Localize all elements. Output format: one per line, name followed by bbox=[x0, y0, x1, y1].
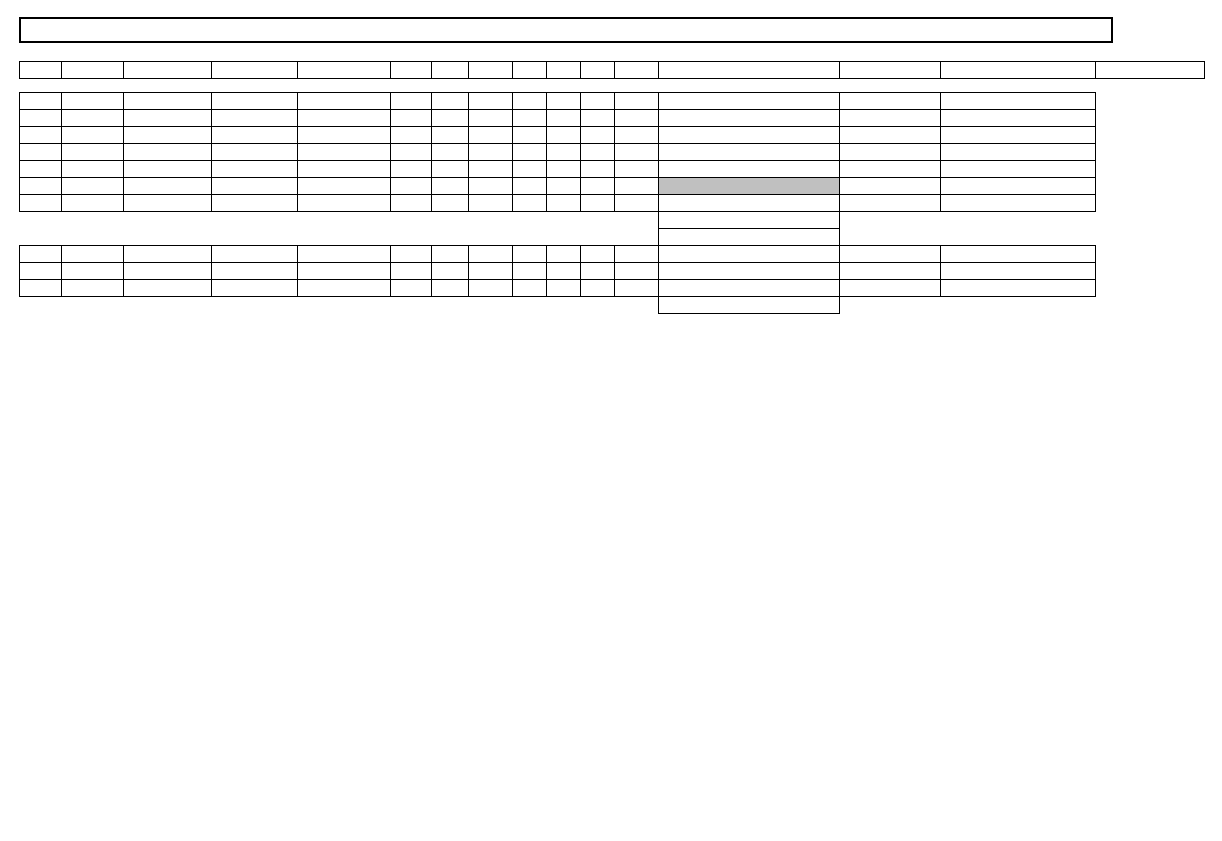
cell-wing bbox=[124, 194, 212, 211]
cell-co bbox=[941, 177, 1096, 194]
cell-losses bbox=[469, 143, 513, 160]
cell-co bbox=[941, 92, 1096, 109]
cell-group bbox=[212, 109, 298, 126]
table-row bbox=[20, 126, 1205, 143]
cell-away bbox=[1096, 109, 1205, 126]
column-number bbox=[1096, 47, 1205, 61]
cell-bomb bbox=[432, 126, 469, 143]
target-label bbox=[659, 296, 840, 313]
cell-kia_uk bbox=[581, 194, 615, 211]
cell-bomb bbox=[432, 194, 469, 211]
column-number bbox=[62, 47, 124, 61]
cell-group bbox=[212, 262, 298, 279]
empty-cell bbox=[298, 211, 391, 228]
cell-base bbox=[840, 143, 941, 160]
cell-squad bbox=[298, 194, 391, 211]
cell-nick bbox=[659, 194, 840, 211]
empty-cell bbox=[20, 296, 62, 313]
empty-cell bbox=[212, 78, 298, 92]
cell-away bbox=[1096, 143, 1205, 160]
cell-div bbox=[62, 262, 124, 279]
cell-inj bbox=[547, 92, 581, 109]
column-number bbox=[581, 47, 615, 61]
cell-effec bbox=[391, 177, 432, 194]
cell-wing bbox=[124, 126, 212, 143]
table-row bbox=[20, 92, 1205, 109]
cell-kia_uk bbox=[581, 262, 615, 279]
column-header bbox=[391, 61, 432, 78]
note-text bbox=[212, 296, 659, 313]
note-row bbox=[20, 211, 1205, 228]
cell-ac bbox=[20, 143, 62, 160]
cell-wing bbox=[124, 92, 212, 109]
cell-away bbox=[1096, 194, 1205, 211]
cell-inj_uk bbox=[615, 245, 659, 262]
cell-base bbox=[840, 262, 941, 279]
empty-cell bbox=[1096, 228, 1205, 245]
cell-inj bbox=[547, 109, 581, 126]
cell-ac bbox=[20, 109, 62, 126]
cell-kia bbox=[513, 143, 547, 160]
cell-inj bbox=[547, 262, 581, 279]
cell-inj bbox=[547, 160, 581, 177]
cell-base bbox=[840, 160, 941, 177]
cell-bomb bbox=[432, 160, 469, 177]
cell-ac bbox=[20, 92, 62, 109]
cell-bomb bbox=[432, 279, 469, 296]
cell-bomb bbox=[432, 177, 469, 194]
cell-div bbox=[62, 92, 124, 109]
column-number bbox=[941, 47, 1096, 61]
table-row bbox=[20, 160, 1205, 177]
cell-ac bbox=[20, 262, 62, 279]
cell-away bbox=[1096, 279, 1205, 296]
table-row bbox=[20, 245, 1205, 262]
cell-group bbox=[212, 126, 298, 143]
cell-losses bbox=[469, 279, 513, 296]
cell-kia bbox=[513, 126, 547, 143]
cell-co bbox=[941, 109, 1096, 126]
cell-wing bbox=[124, 262, 212, 279]
cell-kia_uk bbox=[581, 177, 615, 194]
empty-cell bbox=[941, 78, 1096, 92]
cell-squad bbox=[298, 177, 391, 194]
cell-away bbox=[1096, 126, 1205, 143]
column-header bbox=[20, 61, 62, 78]
cell-base bbox=[840, 245, 941, 262]
cell-losses bbox=[469, 245, 513, 262]
subheader-france bbox=[513, 78, 581, 92]
column-number bbox=[513, 47, 547, 61]
empty-cell bbox=[941, 228, 1096, 245]
cell-inj bbox=[547, 177, 581, 194]
cell-away bbox=[1096, 245, 1205, 262]
cell-group bbox=[212, 245, 298, 262]
cell-co bbox=[941, 160, 1096, 177]
empty-cell bbox=[124, 78, 212, 92]
cell-kia bbox=[513, 177, 547, 194]
cell-base bbox=[840, 194, 941, 211]
column-header bbox=[124, 61, 212, 78]
empty-cell bbox=[1096, 296, 1205, 313]
cell-effec bbox=[391, 194, 432, 211]
flak-note bbox=[212, 228, 659, 245]
cell-ac bbox=[20, 279, 62, 296]
empty-cell bbox=[62, 228, 124, 245]
cell-nick bbox=[659, 160, 840, 177]
cell-bomb bbox=[432, 262, 469, 279]
cell-away bbox=[1096, 92, 1205, 109]
empty-cell bbox=[840, 78, 941, 92]
empty-cell bbox=[840, 296, 941, 313]
cell-wing bbox=[124, 160, 212, 177]
column-header bbox=[581, 61, 615, 78]
cell-div bbox=[62, 126, 124, 143]
empty-cell bbox=[1096, 211, 1205, 228]
cell-inj_uk bbox=[615, 194, 659, 211]
empty-cell bbox=[840, 211, 941, 228]
target-secondary bbox=[659, 228, 840, 245]
cell-bomb bbox=[432, 109, 469, 126]
cell-inj_uk bbox=[615, 160, 659, 177]
cell-nick bbox=[659, 177, 840, 194]
cell-inj_uk bbox=[615, 126, 659, 143]
cell-div bbox=[62, 109, 124, 126]
cell-co bbox=[941, 143, 1096, 160]
empty-cell bbox=[124, 313, 212, 330]
cell-ac bbox=[20, 245, 62, 262]
column-number bbox=[298, 47, 391, 61]
cell-kia_uk bbox=[581, 92, 615, 109]
cell-kia bbox=[513, 262, 547, 279]
empty-cell bbox=[20, 313, 62, 330]
cell-inj_uk bbox=[615, 92, 659, 109]
column-number bbox=[124, 47, 212, 61]
cell-inj_uk bbox=[615, 109, 659, 126]
subheader-ac bbox=[469, 78, 513, 92]
cell-bomb bbox=[432, 143, 469, 160]
cell-effec bbox=[391, 245, 432, 262]
cell-div bbox=[62, 194, 124, 211]
cell-losses bbox=[469, 92, 513, 109]
column-number bbox=[469, 47, 513, 61]
column-numbers bbox=[20, 47, 1205, 61]
cell-effec bbox=[391, 92, 432, 109]
cell-div bbox=[62, 143, 124, 160]
cell-nick bbox=[659, 279, 840, 296]
table-row bbox=[20, 262, 1205, 279]
column-number bbox=[615, 47, 659, 61]
empty-cell bbox=[840, 228, 941, 245]
cell-kia_uk bbox=[581, 279, 615, 296]
cell-co bbox=[941, 279, 1096, 296]
empty-cell bbox=[659, 313, 840, 330]
column-number bbox=[391, 47, 432, 61]
column-header bbox=[432, 61, 469, 78]
cell-kia bbox=[513, 92, 547, 109]
empty-cell bbox=[547, 211, 581, 228]
column-header bbox=[840, 61, 941, 78]
cell-losses bbox=[469, 262, 513, 279]
column-header bbox=[1096, 61, 1205, 78]
subheader-row bbox=[20, 78, 1205, 92]
cell-away bbox=[1096, 160, 1205, 177]
cell-kia_uk bbox=[581, 143, 615, 160]
cell-squad bbox=[298, 109, 391, 126]
column-number bbox=[840, 47, 941, 61]
column-number bbox=[659, 47, 840, 61]
note-row bbox=[20, 296, 1205, 313]
cell-base bbox=[840, 92, 941, 109]
cell-squad bbox=[298, 279, 391, 296]
cell-losses bbox=[469, 109, 513, 126]
cell-group bbox=[212, 160, 298, 177]
column-header bbox=[615, 61, 659, 78]
cell-kia_uk bbox=[581, 245, 615, 262]
cell-effec bbox=[391, 143, 432, 160]
column-number bbox=[212, 47, 298, 61]
note-text bbox=[212, 313, 659, 330]
cell-inj_uk bbox=[615, 143, 659, 160]
column-header bbox=[941, 61, 1096, 78]
cell-kia bbox=[513, 245, 547, 262]
cell-bomb bbox=[432, 245, 469, 262]
page-title bbox=[19, 17, 1113, 43]
subheader-uk bbox=[581, 78, 615, 92]
column-header bbox=[298, 61, 391, 78]
table-row bbox=[20, 109, 1205, 126]
cell-ac bbox=[20, 126, 62, 143]
empty-cell bbox=[941, 296, 1096, 313]
cell-group bbox=[212, 194, 298, 211]
cell-inj bbox=[547, 245, 581, 262]
target-primary bbox=[659, 211, 840, 228]
column-header bbox=[659, 61, 840, 78]
column-number bbox=[20, 47, 62, 61]
cell-wing bbox=[124, 279, 212, 296]
cell-inj bbox=[547, 126, 581, 143]
cell-bomb bbox=[432, 92, 469, 109]
cell-squad bbox=[298, 126, 391, 143]
cell-wing bbox=[124, 177, 212, 194]
cell-kia bbox=[513, 279, 547, 296]
cell-group bbox=[212, 92, 298, 109]
cell-squad bbox=[298, 92, 391, 109]
header-row bbox=[20, 61, 1205, 78]
column-header bbox=[212, 61, 298, 78]
empty-cell bbox=[20, 211, 62, 228]
column-header bbox=[513, 61, 547, 78]
cell-squad bbox=[298, 160, 391, 177]
cell-nick bbox=[659, 92, 840, 109]
column-number bbox=[432, 47, 469, 61]
cell-wing bbox=[124, 109, 212, 126]
empty-cell bbox=[1096, 78, 1205, 92]
empty-cell bbox=[391, 211, 432, 228]
empty-cell bbox=[513, 211, 547, 228]
empty-cell bbox=[840, 313, 941, 330]
cell-nick bbox=[659, 126, 840, 143]
cell-ac bbox=[20, 194, 62, 211]
column-header bbox=[62, 61, 124, 78]
cell-squad bbox=[298, 143, 391, 160]
subheader-target bbox=[659, 78, 840, 92]
table-row bbox=[20, 279, 1205, 296]
cell-co bbox=[941, 194, 1096, 211]
empty-cell bbox=[941, 211, 1096, 228]
note-row bbox=[20, 313, 1205, 330]
empty-cell bbox=[212, 211, 298, 228]
cell-wing bbox=[124, 143, 212, 160]
cell-losses bbox=[469, 177, 513, 194]
cell-nick bbox=[659, 262, 840, 279]
cell-base bbox=[840, 279, 941, 296]
empty-cell bbox=[20, 78, 62, 92]
empty-cell bbox=[124, 228, 212, 245]
cell-effec bbox=[391, 160, 432, 177]
cell-squad bbox=[298, 245, 391, 262]
cell-base bbox=[840, 126, 941, 143]
cell-inj_uk bbox=[615, 279, 659, 296]
column-header bbox=[547, 61, 581, 78]
note-row bbox=[20, 228, 1205, 245]
empty-cell bbox=[124, 296, 212, 313]
cell-group bbox=[212, 177, 298, 194]
cell-kia bbox=[513, 160, 547, 177]
cell-div bbox=[62, 245, 124, 262]
empty-cell bbox=[615, 211, 659, 228]
cell-inj bbox=[547, 143, 581, 160]
cell-ac bbox=[20, 177, 62, 194]
empty-cell bbox=[124, 211, 212, 228]
empty-cell bbox=[941, 313, 1096, 330]
cell-kia_uk bbox=[581, 109, 615, 126]
cell-ac bbox=[20, 160, 62, 177]
empty-cell bbox=[1096, 313, 1205, 330]
cell-group bbox=[212, 279, 298, 296]
cell-losses bbox=[469, 194, 513, 211]
table-row bbox=[20, 177, 1205, 194]
cell-div bbox=[62, 279, 124, 296]
cell-co bbox=[941, 262, 1096, 279]
empty-cell bbox=[62, 296, 124, 313]
cell-away bbox=[1096, 177, 1205, 194]
cell-inj bbox=[547, 194, 581, 211]
subheader-ac bbox=[391, 78, 432, 92]
cell-kia bbox=[513, 194, 547, 211]
cell-away bbox=[1096, 262, 1205, 279]
cell-inj_uk bbox=[615, 177, 659, 194]
cell-co bbox=[941, 126, 1096, 143]
cell-div bbox=[62, 177, 124, 194]
cell-base bbox=[840, 109, 941, 126]
cell-kia_uk bbox=[581, 126, 615, 143]
cell-losses bbox=[469, 126, 513, 143]
column-number bbox=[547, 47, 581, 61]
empty-cell bbox=[62, 78, 124, 92]
empty-cell bbox=[62, 313, 124, 330]
cell-effec bbox=[391, 126, 432, 143]
cell-wing bbox=[124, 245, 212, 262]
table-row bbox=[20, 194, 1205, 211]
subheader-uk bbox=[615, 78, 659, 92]
cell-kia_uk bbox=[581, 160, 615, 177]
cell-nick bbox=[659, 143, 840, 160]
cell-losses bbox=[469, 160, 513, 177]
empty-cell bbox=[432, 211, 469, 228]
empty-cell bbox=[469, 211, 513, 228]
cell-base bbox=[840, 177, 941, 194]
cell-squad bbox=[298, 262, 391, 279]
cell-nick bbox=[659, 109, 840, 126]
cell-kia bbox=[513, 109, 547, 126]
empty-cell bbox=[298, 78, 391, 92]
empty-cell bbox=[62, 211, 124, 228]
cell-inj bbox=[547, 279, 581, 296]
cell-co bbox=[941, 245, 1096, 262]
column-header bbox=[469, 61, 513, 78]
empty-cell bbox=[581, 211, 615, 228]
cell-effec bbox=[391, 279, 432, 296]
cell-inj_uk bbox=[615, 262, 659, 279]
cell-group bbox=[212, 143, 298, 160]
cell-div bbox=[62, 160, 124, 177]
mission-table bbox=[19, 47, 1205, 330]
cell-nick bbox=[659, 245, 840, 262]
subheader-ac bbox=[432, 78, 469, 92]
empty-cell bbox=[20, 228, 62, 245]
cell-effec bbox=[391, 109, 432, 126]
cell-effec bbox=[391, 262, 432, 279]
table-row bbox=[20, 143, 1205, 160]
